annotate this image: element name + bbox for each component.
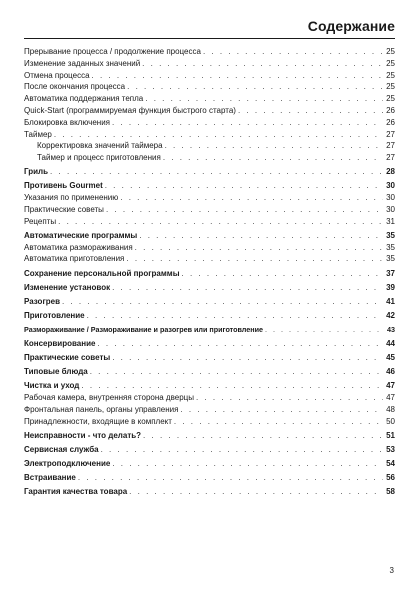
toc-entry-page: 58 bbox=[386, 487, 395, 497]
toc-entry[interactable] bbox=[24, 296, 395, 308]
toc-dot-leader bbox=[97, 338, 383, 350]
toc-entry-title: Изменение установок bbox=[24, 282, 111, 292]
toc-dot-leader bbox=[180, 404, 383, 416]
toc-dot-leader bbox=[129, 486, 383, 498]
toc-dot-leader bbox=[112, 352, 383, 364]
toc-entry[interactable] bbox=[24, 140, 395, 152]
toc-entry-title: Разогрев bbox=[24, 296, 61, 306]
toc-entry-page: 35 bbox=[386, 254, 395, 264]
toc-entry[interactable] bbox=[24, 472, 395, 484]
toc-entry-title: Гриль bbox=[24, 167, 49, 177]
toc-dot-leader bbox=[112, 117, 383, 129]
toc-entry-page: 50 bbox=[386, 416, 395, 426]
toc-dot-leader bbox=[54, 129, 383, 141]
toc-entry-title: Типовые блюда bbox=[24, 367, 88, 377]
toc-entry[interactable] bbox=[24, 166, 395, 178]
toc-dot-leader bbox=[203, 46, 383, 58]
toc-entry-title: Автоматика размораживания bbox=[24, 242, 133, 252]
toc-entry-page: 25 bbox=[386, 70, 395, 80]
toc-entry-page: 37 bbox=[386, 268, 395, 278]
toc-entry-page: 25 bbox=[386, 47, 395, 56]
toc-entry[interactable] bbox=[24, 416, 395, 428]
toc-entry[interactable] bbox=[24, 81, 395, 93]
toc-dot-leader bbox=[143, 430, 383, 442]
toc-entry-title: Рабочая камера, внутренняя сторона дверцы bbox=[24, 393, 194, 403]
toc-entry-page: 56 bbox=[386, 473, 395, 483]
toc-entry-page: 54 bbox=[386, 458, 395, 468]
toc-entry-page: 27 bbox=[386, 153, 395, 163]
toc-dot-leader bbox=[127, 81, 383, 93]
toc-entry-title: Автоматические программы bbox=[24, 230, 138, 240]
toc-entry[interactable] bbox=[24, 486, 395, 498]
toc-entry-title: Таймер и процесс приготовления bbox=[37, 153, 161, 163]
toc-entry-title: Практические советы bbox=[24, 353, 111, 363]
toc-entry-page: 35 bbox=[386, 242, 395, 252]
title-divider bbox=[24, 38, 395, 39]
page-title: Содержание bbox=[307, 18, 395, 34]
toc-entry-page: 47 bbox=[386, 393, 395, 403]
toc-dot-leader bbox=[142, 58, 383, 70]
toc-entry-page: 44 bbox=[386, 339, 395, 348]
toc-dot-leader bbox=[105, 180, 383, 192]
toc-entry-page: 25 bbox=[386, 82, 395, 92]
toc-entry-page: 27 bbox=[386, 129, 395, 139]
toc-dot-leader bbox=[78, 472, 383, 484]
toc-entry[interactable] bbox=[24, 216, 395, 228]
toc-entry-title: Сохранение персональной программы bbox=[24, 268, 180, 278]
toc-entry-page: 39 bbox=[386, 282, 395, 292]
toc-entry[interactable] bbox=[24, 282, 395, 294]
table-of-contents bbox=[24, 46, 395, 498]
toc-entry[interactable] bbox=[24, 458, 395, 470]
toc-entry-title: Рецепты bbox=[24, 216, 57, 226]
toc-dot-leader bbox=[58, 216, 383, 228]
toc-dot-leader bbox=[92, 70, 383, 82]
toc-dot-leader bbox=[163, 152, 383, 164]
toc-dot-leader bbox=[135, 242, 383, 254]
toc-dot-leader bbox=[174, 416, 383, 428]
toc-entry-title: Отмена процесса bbox=[24, 70, 90, 80]
toc-dot-leader bbox=[120, 192, 383, 204]
toc-dot-leader bbox=[112, 282, 383, 294]
toc-entry[interactable] bbox=[24, 105, 395, 117]
toc-entry[interactable] bbox=[24, 444, 395, 456]
toc-entry-page: 25 bbox=[386, 58, 395, 68]
toc-entry-title: Размораживание / Размораживание и разогрев или приготовление bbox=[24, 324, 264, 334]
toc-dot-leader bbox=[62, 296, 383, 308]
toc-entry-title: Гарантия качества товара bbox=[24, 487, 128, 497]
toc-dot-leader bbox=[126, 253, 383, 265]
toc-entry-title: Электроподключение bbox=[24, 458, 111, 468]
toc-entry-page: 30 bbox=[386, 193, 395, 203]
toc-entry-page: 35 bbox=[386, 230, 395, 240]
toc-entry-page: 43 bbox=[387, 324, 395, 334]
toc-entry[interactable] bbox=[24, 180, 395, 192]
toc-entry-title: Прерывание процесса / продолжение процесса bbox=[24, 47, 201, 56]
toc-entry-page: 42 bbox=[386, 310, 395, 320]
toc-entry-page: 28 bbox=[386, 167, 395, 177]
toc-entry[interactable] bbox=[24, 230, 395, 242]
toc-entry[interactable] bbox=[24, 204, 395, 216]
toc-entry-page: 51 bbox=[386, 430, 395, 440]
toc-entry-page: 45 bbox=[386, 353, 395, 363]
toc-entry[interactable] bbox=[24, 352, 395, 364]
toc-entry[interactable] bbox=[24, 58, 395, 70]
toc-entry-title: Изменение заданных значений bbox=[24, 58, 141, 68]
toc-entry-title: Корректировка значений таймера bbox=[37, 141, 163, 151]
toc-entry-page: 30 bbox=[386, 204, 395, 214]
toc-dot-leader bbox=[87, 310, 383, 322]
toc-dot-leader bbox=[165, 140, 383, 152]
toc-entry[interactable] bbox=[24, 404, 395, 416]
toc-entry-page: 47 bbox=[386, 381, 395, 391]
toc-entry-title: Блокировка включения bbox=[24, 117, 110, 127]
toc-entry-title: Приготовление bbox=[24, 310, 85, 320]
toc-entry-page: 25 bbox=[386, 94, 395, 104]
toc-entry-page: 41 bbox=[386, 296, 395, 306]
toc-dot-leader bbox=[145, 93, 383, 105]
toc-entry[interactable] bbox=[24, 310, 395, 322]
toc-entry[interactable] bbox=[24, 430, 395, 442]
toc-entry-title: Автоматика приготовления bbox=[24, 254, 125, 264]
toc-dot-leader bbox=[139, 230, 383, 242]
toc-entry-title: Фронтальная панель, органы управления bbox=[24, 404, 179, 414]
toc-entry-title: Встраивание bbox=[24, 473, 76, 483]
toc-entry-page: 31 bbox=[386, 216, 395, 226]
toc-entry-page: 46 bbox=[386, 367, 395, 377]
toc-entry[interactable] bbox=[24, 46, 395, 58]
toc-entry[interactable] bbox=[24, 242, 395, 254]
toc-entry[interactable] bbox=[24, 192, 395, 204]
toc-entry[interactable] bbox=[24, 392, 395, 404]
toc-entry[interactable] bbox=[24, 338, 395, 350]
toc-entry-title: Указания по применению bbox=[24, 193, 119, 203]
toc-entry[interactable] bbox=[24, 253, 395, 265]
toc-entry-title: Чистка и уход bbox=[24, 381, 80, 391]
toc-entry-title: Практические советы bbox=[24, 204, 104, 214]
toc-entry-title: Консервирование bbox=[24, 339, 96, 348]
page-number: 3 bbox=[389, 566, 394, 575]
toc-entry[interactable] bbox=[24, 93, 395, 105]
toc-entry-page: 26 bbox=[386, 105, 395, 115]
toc-entry-title: Таймер bbox=[24, 129, 52, 139]
toc-dot-leader bbox=[182, 268, 383, 280]
toc-dot-leader bbox=[81, 380, 383, 392]
toc-entry-page: 53 bbox=[386, 444, 395, 454]
toc-entry[interactable] bbox=[24, 366, 395, 378]
toc-dot-leader bbox=[112, 458, 383, 470]
toc-dot-leader bbox=[50, 166, 383, 178]
toc-entry[interactable] bbox=[24, 117, 395, 129]
toc-entry-title: Quick-Start (программируемая функция быстрого старта) bbox=[24, 105, 236, 115]
toc-entry[interactable] bbox=[24, 268, 395, 280]
toc-dot-leader bbox=[196, 392, 383, 404]
toc-entry-title: После окончания процесса bbox=[24, 82, 126, 92]
toc-entry[interactable] bbox=[24, 324, 395, 336]
toc-entry-title: Принадлежности, входящие в комплект bbox=[24, 416, 172, 426]
toc-entry[interactable] bbox=[24, 152, 395, 164]
toc-dot-leader bbox=[238, 105, 383, 117]
toc-entry-title: Сервисная служба bbox=[24, 444, 99, 454]
toc-entry-page: 27 bbox=[386, 141, 395, 151]
toc-dot-leader bbox=[106, 204, 383, 216]
toc-entry-page: 48 bbox=[386, 404, 395, 414]
toc-entry-page: 26 bbox=[386, 117, 395, 127]
toc-entry[interactable] bbox=[24, 129, 395, 141]
toc-entry-title: Автоматика поддержания тепла bbox=[24, 94, 144, 104]
toc-dot-leader bbox=[265, 324, 383, 336]
toc-entry-title: Неисправности - что делать? bbox=[24, 430, 142, 440]
toc-dot-leader bbox=[90, 366, 383, 378]
toc-entry[interactable] bbox=[24, 380, 395, 392]
toc-dot-leader bbox=[101, 444, 383, 456]
toc-entry-page: 30 bbox=[386, 181, 395, 191]
toc-entry[interactable] bbox=[24, 70, 395, 82]
toc-entry-title: Противень Gourmet bbox=[24, 181, 103, 191]
